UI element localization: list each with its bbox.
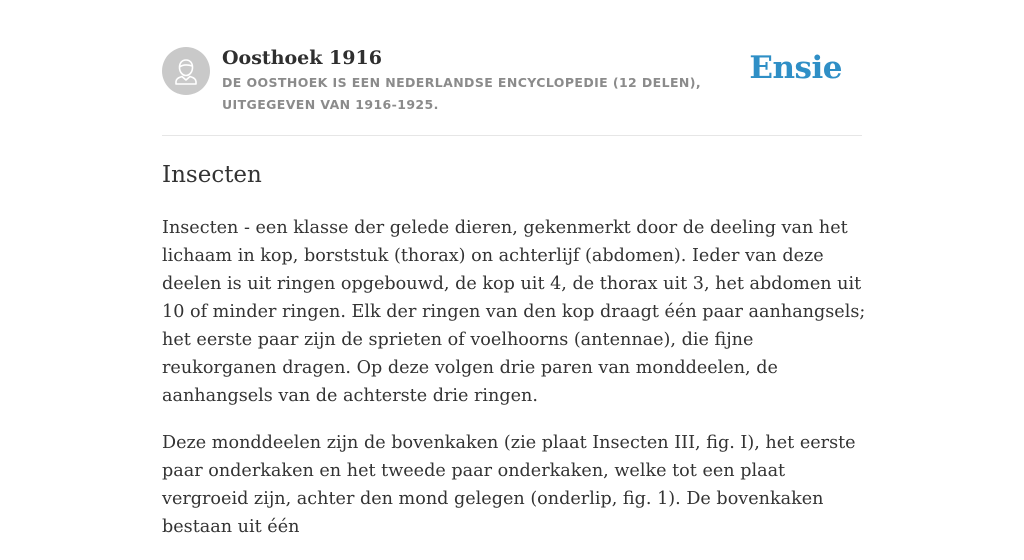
article-title: Insecten [162,162,262,188]
article-paragraph: Deze monddeelen zijn de bovenkaken (zie plaat Insecten III, fig. I), het eerste paar onderkaken en het tweede paar onderkaken, welke tot een plaat vergroeid zijn, achter den mond gelegen (onderlip, fig. 1). De bovenkaken bestaan uit één [162,433,856,537]
article-body [162,158,866,560]
ensie-logo-link[interactable]: Ensie [749,50,842,86]
article-paragraph: Insecten - een klasse der gelede dieren, gekenmerkt door de deeling van het lichaam in kop, borststuk (thorax) on achterlijf (abdomen). Ieder van deze deelen is uit ringen opgebouwd, de kop uit 4, de thorax uit 3, het abdomen uit 10 of minder ringen. Elk der ringen van den kop draagt één paar aanhangsels; het eerste paar zijn de sprieten of voelhoorns (antennae), die fijne reukorganen dragen. Op deze volgen drie paren van monddeelen, de aanhangsels van de achterste drie ringen. [162,218,866,406]
source-header [162,44,862,136]
source-title[interactable]: Oosthoek 1916 [222,47,382,69]
source-description: DE OOSTHOEK IS EEN NEDERLANDSE ENCYCLOPEDIE (12 DELEN), UITGEGEVEN VAN 1916-1925. [222,75,702,112]
user-avatar-icon[interactable] [162,47,210,95]
